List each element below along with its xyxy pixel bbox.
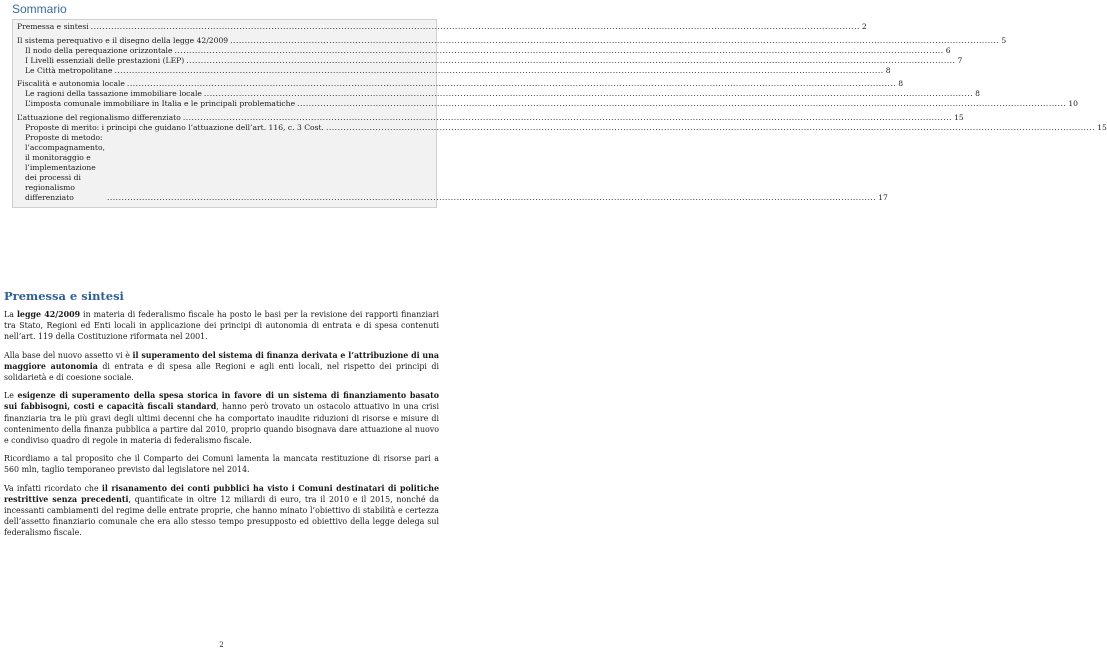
page-number: 2	[219, 641, 224, 649]
toc-entry-page: 5	[1001, 35, 1007, 45]
toc-title: Sommario	[12, 2, 67, 16]
section-body	[4, 309, 439, 546]
toc-leader-dots	[183, 113, 952, 123]
toc-entry[interactable]	[17, 112, 964, 123]
toc-leader-dots	[186, 56, 955, 66]
toc-entry-page: 15	[1097, 122, 1107, 132]
text-run: , hanno però trovato un ostacolo attuativo in una crisi finanziaria tra le più gravi degli ultimi decenni che ha comportato inaudite riduzioni di risorse e misure di contenimento della finanza pubblica a partire dal 2010, proprio quando bisognava dare attuazione al nuovo e condiviso quadro di regole in materia di federalismo fiscale.	[4, 402, 439, 446]
toc-leader-dots	[114, 66, 883, 76]
toc-entry-label: L’attuazione del regionalismo differenziato	[17, 112, 181, 122]
toc-entry[interactable]	[17, 65, 891, 76]
toc-leader-dots	[174, 46, 943, 56]
text-run: La	[4, 310, 17, 319]
toc-entry-page: 6	[945, 45, 951, 55]
bold-text: il risanamento dei conti pubblici ha visto i Comuni destinatari di politiche restrittive senza precedenti	[4, 483, 439, 504]
toc-entry-page: 17	[878, 192, 888, 202]
toc-entry-label: Proposte di merito: i principi che guidano l’attuazione dell’art. 116, c. 3 Cost.	[25, 122, 324, 132]
toc-entry[interactable]	[17, 89, 980, 99]
toc-entry-label: L’imposta comunale immobiliare in Italia e le principali problematiche	[25, 99, 296, 108]
toc-entry-label: Le Città metropolitane	[25, 65, 113, 75]
toc-entry-label: Il sistema perequativo e il disegno della legge 42/2009	[17, 35, 229, 45]
text-run: Va infatti ricordato che	[4, 483, 102, 493]
toc-entry-label: Fiscalità e autonomia locale	[17, 79, 125, 88]
toc-entry[interactable]	[17, 132, 888, 203]
toc-leader-dots	[204, 89, 973, 99]
toc-entry[interactable]	[17, 22, 867, 32]
bold-text: legge 42/2009	[16, 310, 81, 319]
body-paragraph	[4, 390, 439, 446]
body-paragraph	[4, 350, 439, 384]
toc-entry-page: 2	[861, 22, 867, 31]
toc-entry[interactable]	[17, 122, 1107, 133]
toc-entry[interactable]	[17, 55, 963, 66]
toc-leader-dots	[107, 193, 876, 203]
toc-entry-page: 10	[1068, 99, 1079, 108]
text-run: , quantificate in oltre 12 miliardi di euro, tra il 2010 e il 2015, nonché da incessanti cambiamenti del regime delle entrate proprie, che hanno minato l’obiettivo di stabilità e certezza dell’assetto finanziario comunale che era allo stesso tempo presupposto ed obiettivo della legge delega sul federalismo fiscale.	[4, 494, 439, 538]
toc-entry-label: I Livelli essenziali delle prestazioni (LEP)	[25, 55, 185, 65]
toc-entry-page: 8	[975, 89, 980, 98]
toc-leader-dots	[326, 123, 1095, 133]
text-run: Alla base del nuovo assetto vi è	[4, 350, 133, 360]
bold-text: il superamento del sistema di finanza derivata e l’attribuzione di una maggiore autonomia	[4, 350, 439, 371]
body-paragraph	[4, 483, 439, 539]
text-run: Ricordiamo a tal proposito che il Comparto dei Comuni lamenta la mancata restituzione di risorse pari a 560 mln, taglio temporaneo previsto dal legislatore nel 2014.	[4, 454, 439, 475]
table-of-contents	[12, 19, 1107, 208]
toc-entry-page: 8	[898, 79, 904, 88]
toc-leader-dots	[127, 79, 896, 89]
toc-entry[interactable]	[17, 45, 951, 56]
toc-leader-dots	[230, 36, 999, 46]
text-run: in materia di federalismo fiscale ha posto le basi per la revisione dei rapporti finanziari tra Stato, Regioni ed Enti locali in applicazione dei principi di autonomia di entrata e di spesa contenuti nell’art. 119 della Costituzione riformata nel 2001.	[4, 310, 439, 342]
toc-entry-label: Le ragioni della tassazione immobiliare locale	[25, 89, 202, 98]
text-run: Le	[4, 391, 18, 401]
toc-leader-dots	[297, 99, 1066, 109]
toc-entry[interactable]	[17, 79, 904, 89]
toc-entry-page: 7	[957, 55, 963, 65]
toc-entry-page: 8	[885, 65, 891, 75]
body-paragraph	[4, 453, 439, 475]
bold-text: esigenze di superamento della spesa storica in favore di un sistema di finanziamento basato sui fabbisogni, costi e capacità fiscali standard	[4, 391, 439, 412]
section-heading: Premessa e sintesi	[4, 289, 124, 303]
toc-entry[interactable]	[17, 99, 1079, 109]
toc-entry[interactable]	[17, 35, 1007, 46]
toc-leader-dots	[91, 22, 860, 32]
body-paragraph	[4, 309, 439, 343]
toc-entry-label: Proposte di metodo: l’accompagnamento, il monitoraggio e l’implementazione dei processi di regionalismo differenziato	[25, 132, 105, 202]
text-run: di entrata e di spesa alle Regioni e agli enti locali, nel rispetto dei principi di solidarietà e di coesione sociale.	[4, 361, 439, 383]
toc-entry-page: 15	[954, 112, 964, 122]
toc-entry-label: Premessa e sintesi	[17, 22, 89, 31]
toc-entry-label: Il nodo della perequazione orizzontale	[25, 45, 173, 55]
